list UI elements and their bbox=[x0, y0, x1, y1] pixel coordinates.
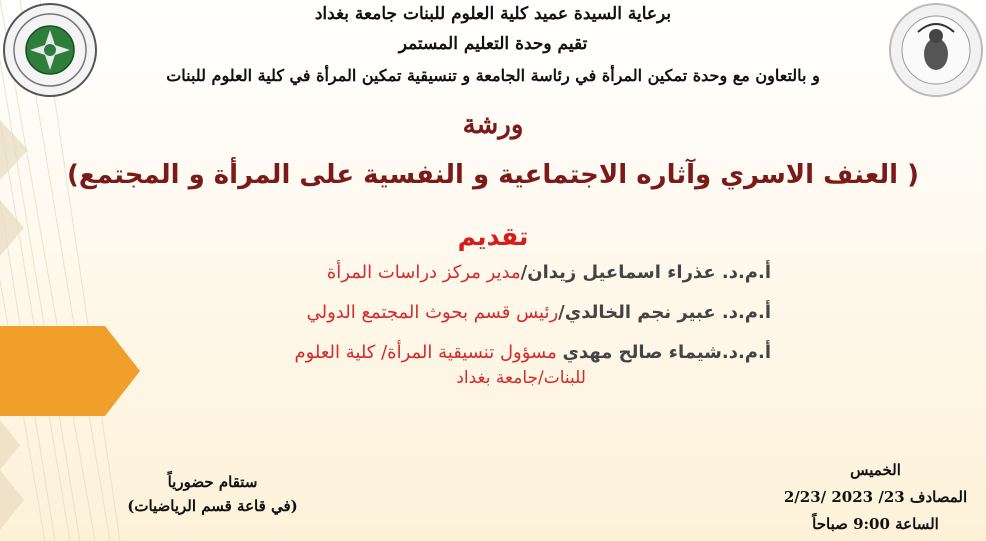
cooperation-line: و بالتعاون مع وحدة تمكين المرأة في رئاسة الجامعة و تنسيقية تمكين المرأة في كلية العلوم للبنات bbox=[166, 66, 820, 85]
presenter-3 bbox=[294, 342, 771, 363]
schedule-info bbox=[778, 457, 973, 538]
schedule-time: الساعة 9:00 صباحاً bbox=[812, 515, 939, 533]
presenter-name: أ.م.د.شيماء صالح مهدي bbox=[562, 342, 771, 363]
presenter-role: مدير مركز دراسات المرأة bbox=[326, 262, 521, 283]
presenter-role: مسؤول تنسيقية المرأة/ كلية العلوم bbox=[294, 342, 557, 363]
workshop-label: ورشة bbox=[462, 110, 524, 140]
presenter-role-continued: للبنات/جامعة بغداد bbox=[456, 368, 586, 388]
patronage-line: برعاية السيدة عميد كلية العلوم للبنات جامعة بغداد bbox=[314, 4, 672, 24]
presenter-role: رئيس قسم بحوث المجتمع الدولي bbox=[306, 302, 559, 323]
schedule-date: المصادف 23/ 2023 /2/23 bbox=[783, 488, 968, 506]
presenter-name: أ.م.د. عذراء اسماعيل زيدان/ bbox=[520, 262, 771, 283]
arrow-decoration-icon bbox=[0, 326, 140, 416]
venue-attendance: ستقام حضورياً bbox=[167, 473, 258, 491]
presenter-1 bbox=[327, 262, 771, 283]
organizer-line: تقيم وحدة التعليم المستمر bbox=[398, 34, 588, 54]
presenter-name: أ.م.د. عبير نجم الخالدي/ bbox=[558, 302, 771, 323]
venue-hall: (في قاعة قسم الرياضيات) bbox=[127, 497, 298, 515]
venue-info bbox=[105, 470, 320, 518]
presented-by-heading: تقديم bbox=[457, 222, 529, 251]
presenter-2 bbox=[307, 302, 771, 323]
workshop-title: ( العنف الاسري وآثاره الاجتماعية و النفسية على المرأة و المجتمع) bbox=[67, 160, 919, 190]
schedule-day: الخميس bbox=[850, 461, 901, 479]
